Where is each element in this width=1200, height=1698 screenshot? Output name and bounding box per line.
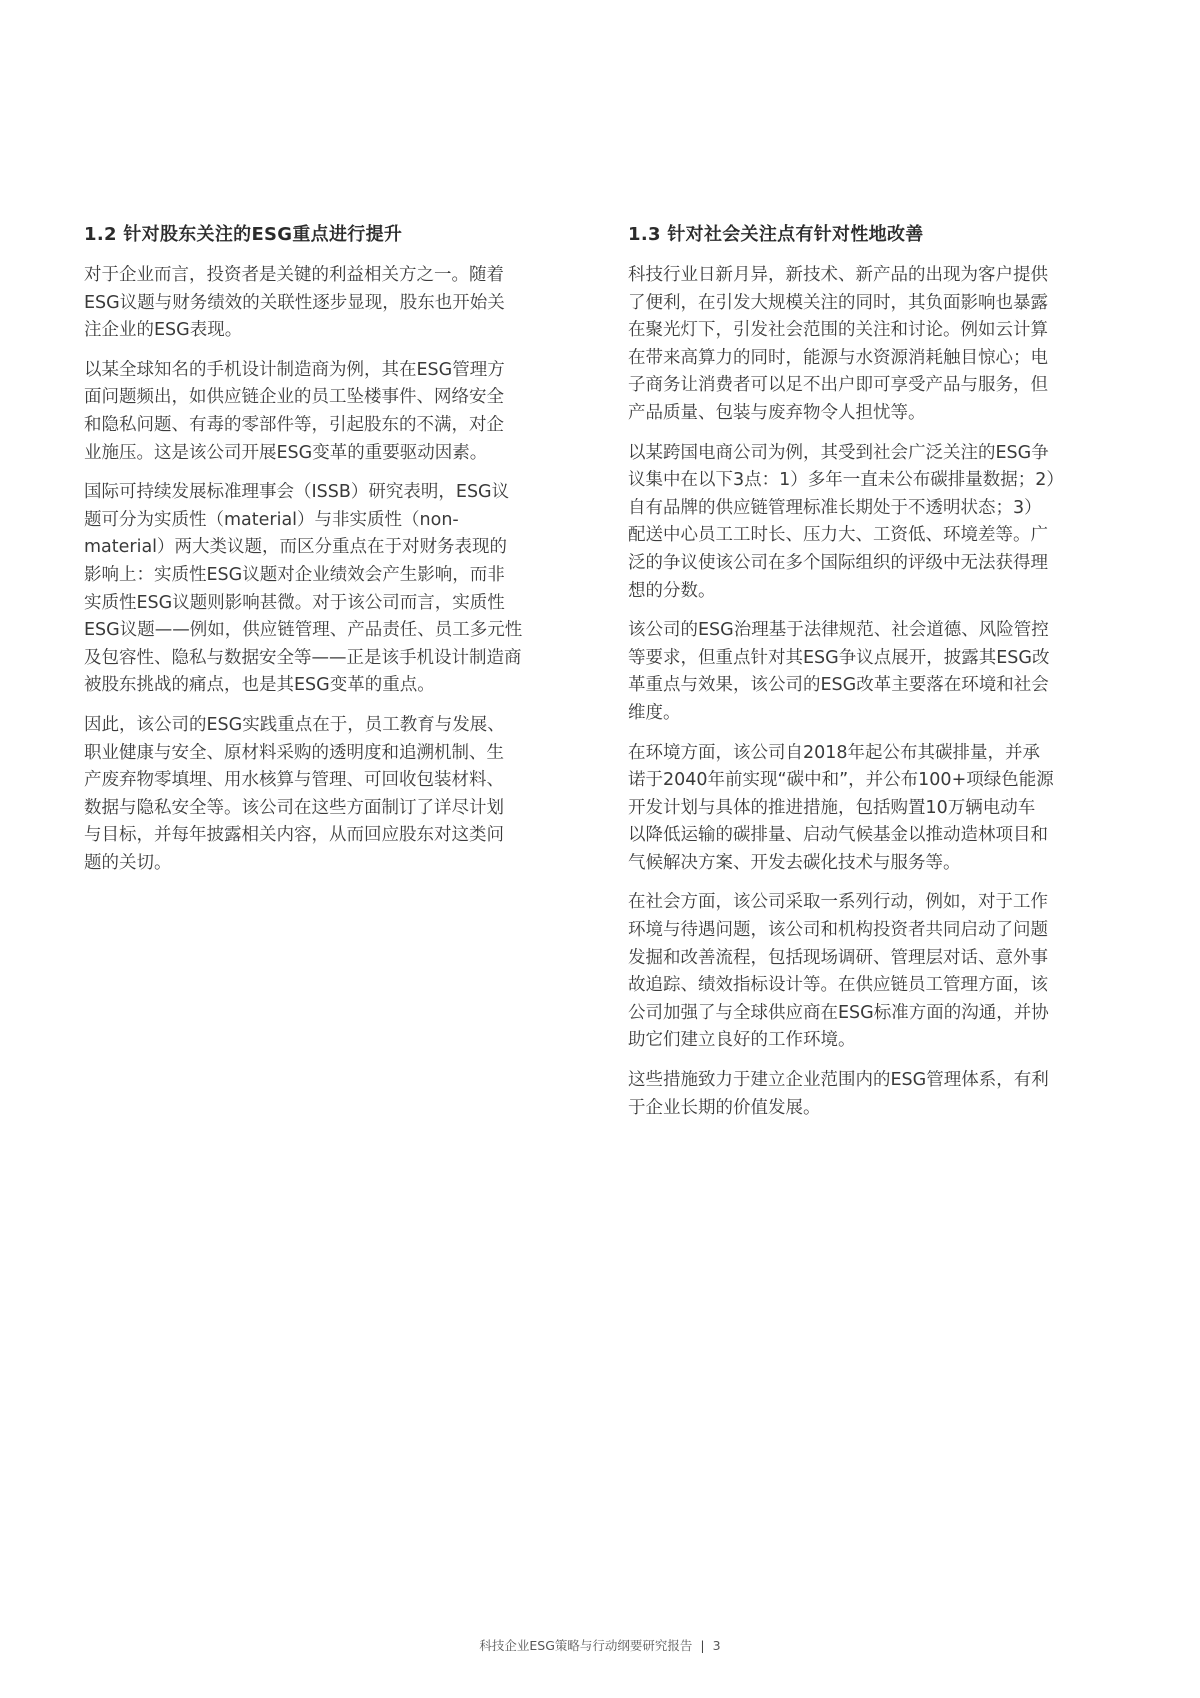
text-line: 故追踪、绩效指标设计等。在供应链员工管理方面，该 bbox=[628, 975, 1048, 996]
text-line: 以某跨国电商公司为例，其受到社会广泛关注的ESG争 bbox=[628, 442, 1049, 463]
text-line: 助它们建立良好的工作环境。 bbox=[628, 1030, 856, 1051]
text-line: 被股东挑战的痛点，也是其ESG变革的重点。 bbox=[84, 675, 435, 696]
paragraph bbox=[84, 262, 584, 345]
text-line: 想的分数。 bbox=[628, 580, 716, 601]
text-line: 以某全球知名的手机设计制造商为例，其在ESG管理方 bbox=[84, 359, 505, 380]
paragraph bbox=[628, 617, 1128, 727]
text-line: 以降低运输的碳排量、启动气候基金以推动造林项目和 bbox=[628, 825, 1048, 846]
text-line: 该公司的ESG治理基于法律规范、社会道德、风险管控 bbox=[628, 620, 1049, 641]
text-line: material）两大类议题，而区分重点在于对财务表现的 bbox=[84, 537, 508, 558]
text-line: 革重点与效果，该公司的ESG改革主要落在环境和社会 bbox=[628, 675, 1049, 696]
text-line: 于企业长期的价值发展。 bbox=[628, 1097, 821, 1118]
paragraph bbox=[84, 712, 584, 878]
text-line: 注企业的ESG表现。 bbox=[84, 320, 243, 341]
paragraph bbox=[628, 889, 1128, 1055]
text-line: 对于企业而言，投资者是关键的利益相关方之一。随着 bbox=[84, 265, 504, 285]
right-column bbox=[628, 222, 1128, 1134]
text-line: 实质性ESG议题则影响甚微。对于该公司而言，实质性 bbox=[84, 592, 505, 613]
section-heading-1-3: 1.3 针对社会关注点有针对性地改善 bbox=[628, 224, 924, 245]
text-line: 面问题频出，如供应链企业的员工坠楼事件、网络安全 bbox=[84, 387, 504, 408]
text-line: 在聚光灯下，引发社会范围的关注和讨论。例如云计算 bbox=[628, 320, 1048, 341]
paragraph bbox=[84, 479, 584, 700]
text-line: 在社会方面，该公司采取一系列行动，例如，对于工作 bbox=[628, 892, 1048, 913]
text-line: 气候解决方案、开发去碳化技术与服务等。 bbox=[628, 852, 961, 873]
footer-separator: | bbox=[700, 1638, 705, 1653]
text-line: 科技行业日新月异，新技术、新产品的出现为客户提供 bbox=[628, 265, 1048, 285]
paragraph bbox=[628, 740, 1128, 878]
text-line: ESG议题——例如，供应链管理、产品责任、员工多元性 bbox=[84, 620, 523, 641]
text-line: 数据与隐私安全等。该公司在这些方面制订了详尽计划 bbox=[84, 797, 504, 818]
text-line: 和隐私问题、有毒的零部件等，引起股东的不满，对企 bbox=[84, 414, 504, 435]
paragraph bbox=[628, 1067, 1128, 1122]
text-line: 在带来高算力的同时，能源与水资源消耗触目惊心；电 bbox=[628, 347, 1048, 368]
text-line: 诺于2040年前实现“碳中和”，并公布100+项绿色能源 bbox=[628, 770, 1054, 791]
text-line: 影响上：实质性ESG议题对企业绩效会产生影响，而非 bbox=[84, 564, 505, 585]
text-line: 子商务让消费者可以足不出户即可享受产品与服务，但 bbox=[628, 375, 1048, 396]
text-line: 开发计划与具体的推进措施，包括购置10万辆电动车 bbox=[628, 797, 1036, 818]
report-title: 科技企业ESG策略与行动纲要研究报告 bbox=[479, 1638, 693, 1653]
text-line: 职业健康与安全、原材料采购的透明度和追溯机制、生 bbox=[84, 742, 504, 763]
text-line: 发掘和改善流程，包括现场调研、管理层对话、意外事 bbox=[628, 947, 1048, 968]
text-line: 国际可持续发展标准理事会（ISSB）研究表明，ESG议 bbox=[84, 482, 510, 503]
text-line: 了便利，在引发大规模关注的同时，其负面影响也暴露 bbox=[628, 292, 1048, 313]
text-line: 议集中在以下3点：1）多年一直未公布碳排量数据；2） bbox=[628, 470, 1064, 491]
page-number: 3 bbox=[712, 1638, 721, 1653]
paragraph bbox=[628, 440, 1128, 606]
text-line: 产废弃物零填埋、用水核算与管理、可回收包装材料、 bbox=[84, 770, 504, 791]
text-line: 及包容性、隐私与数据安全等——正是该手机设计制造商 bbox=[84, 647, 522, 668]
text-line: 自有品牌的供应链管理标准长期处于不透明状态；3） bbox=[628, 497, 1042, 518]
text-line: 环境与待遇问题，该公司和机构投资者共同启动了问题 bbox=[628, 920, 1048, 941]
page-footer bbox=[0, 1636, 1200, 1654]
text-line: 泛的争议使该公司在多个国际组织的评级中无法获得理 bbox=[628, 552, 1048, 573]
left-column bbox=[84, 222, 584, 889]
text-line: 维度。 bbox=[628, 702, 681, 723]
text-line: 在环境方面，该公司自2018年起公布其碳排量，并承 bbox=[628, 742, 1041, 763]
text-line: 等要求，但重点针对其ESG争议点展开，披露其ESG改 bbox=[628, 647, 1050, 668]
text-line: 这些措施致力于建立企业范围内的ESG管理体系，有利 bbox=[628, 1070, 1049, 1091]
text-line: 公司加强了与全球供应商在ESG标准方面的沟通，并协 bbox=[628, 1002, 1049, 1023]
text-line: 题的关切。 bbox=[84, 852, 172, 873]
text-line: 业施压。这是该公司开展ESG变革的重要驱动因素。 bbox=[84, 442, 488, 463]
text-line: 配送中心员工工时长、压力大、工资低、环境差等。广 bbox=[628, 525, 1048, 546]
text-line: 因此，该公司的ESG实践重点在于，员工教育与发展、 bbox=[84, 714, 505, 735]
paragraph bbox=[628, 262, 1128, 428]
text-line: 题可分为实质性（material）与非实质性（non- bbox=[84, 509, 459, 530]
paragraph bbox=[84, 357, 584, 467]
text-line: ESG议题与财务绩效的关联性逐步显现，股东也开始关 bbox=[84, 292, 505, 313]
text-line: 产品质量、包装与废弃物令人担忧等。 bbox=[628, 402, 926, 423]
text-line: 与目标，并每年披露相关内容，从而回应股东对这类问 bbox=[84, 825, 504, 846]
section-heading-1-2: 1.2 针对股东关注的ESG重点进行提升 bbox=[84, 224, 403, 245]
